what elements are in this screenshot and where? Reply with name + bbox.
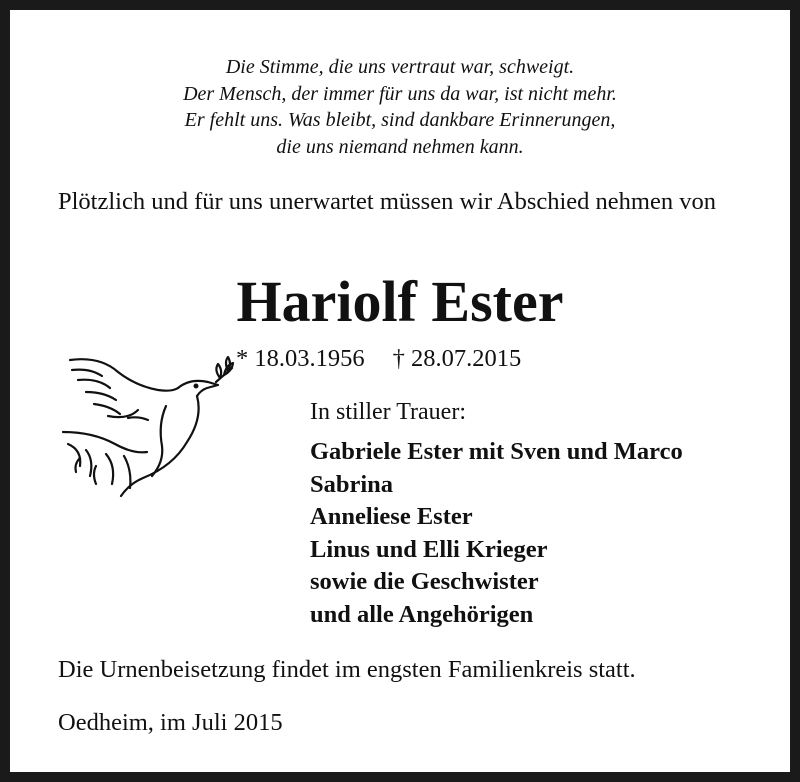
- birth-date: * 18.03.1956: [236, 345, 365, 372]
- mourner-entry: Anneliese Ester: [310, 503, 473, 530]
- death-date: † 28.07.2015: [392, 345, 522, 372]
- poem-line: die uns niemand nehmen kann.: [276, 135, 524, 158]
- poem-line: Die Stimme, die uns vertraut war, schweigt.: [225, 56, 575, 78]
- mourner-entry: sowie die Geschwister: [310, 568, 539, 595]
- life-dates: [236, 343, 521, 375]
- mourners-list: [310, 436, 683, 631]
- poem: [50, 54, 750, 160]
- mourner-entry: und alle Angehörigen: [310, 600, 534, 628]
- mourner-entry: Sabrina: [310, 470, 394, 498]
- burial-note: Die Urnenbeisetzung findet im engsten Familienkreis statt.: [58, 656, 636, 683]
- deceased-name: Hariolf Ester: [236, 269, 564, 334]
- mourning-label: In stiller Trauer:: [310, 399, 466, 425]
- poem-line: Der Mensch, der immer für uns da war, ist nicht mehr.: [183, 82, 617, 105]
- mourner-entry: Linus und Elli Krieger: [310, 535, 548, 563]
- poem-line: Er fehlt uns. Was bleibt, sind dankbare Erinnerungen,: [184, 109, 616, 131]
- mourner-entry: Gabriele Ester mit Sven und Marco: [310, 438, 683, 465]
- intro-text: Plötzlich und für uns unerwartet müssen wir Abschied nehmen von: [58, 188, 716, 215]
- dove-with-olive-branch-icon: [48, 340, 238, 500]
- place-and-date: Oedheim, im Juli 2015: [58, 709, 283, 736]
